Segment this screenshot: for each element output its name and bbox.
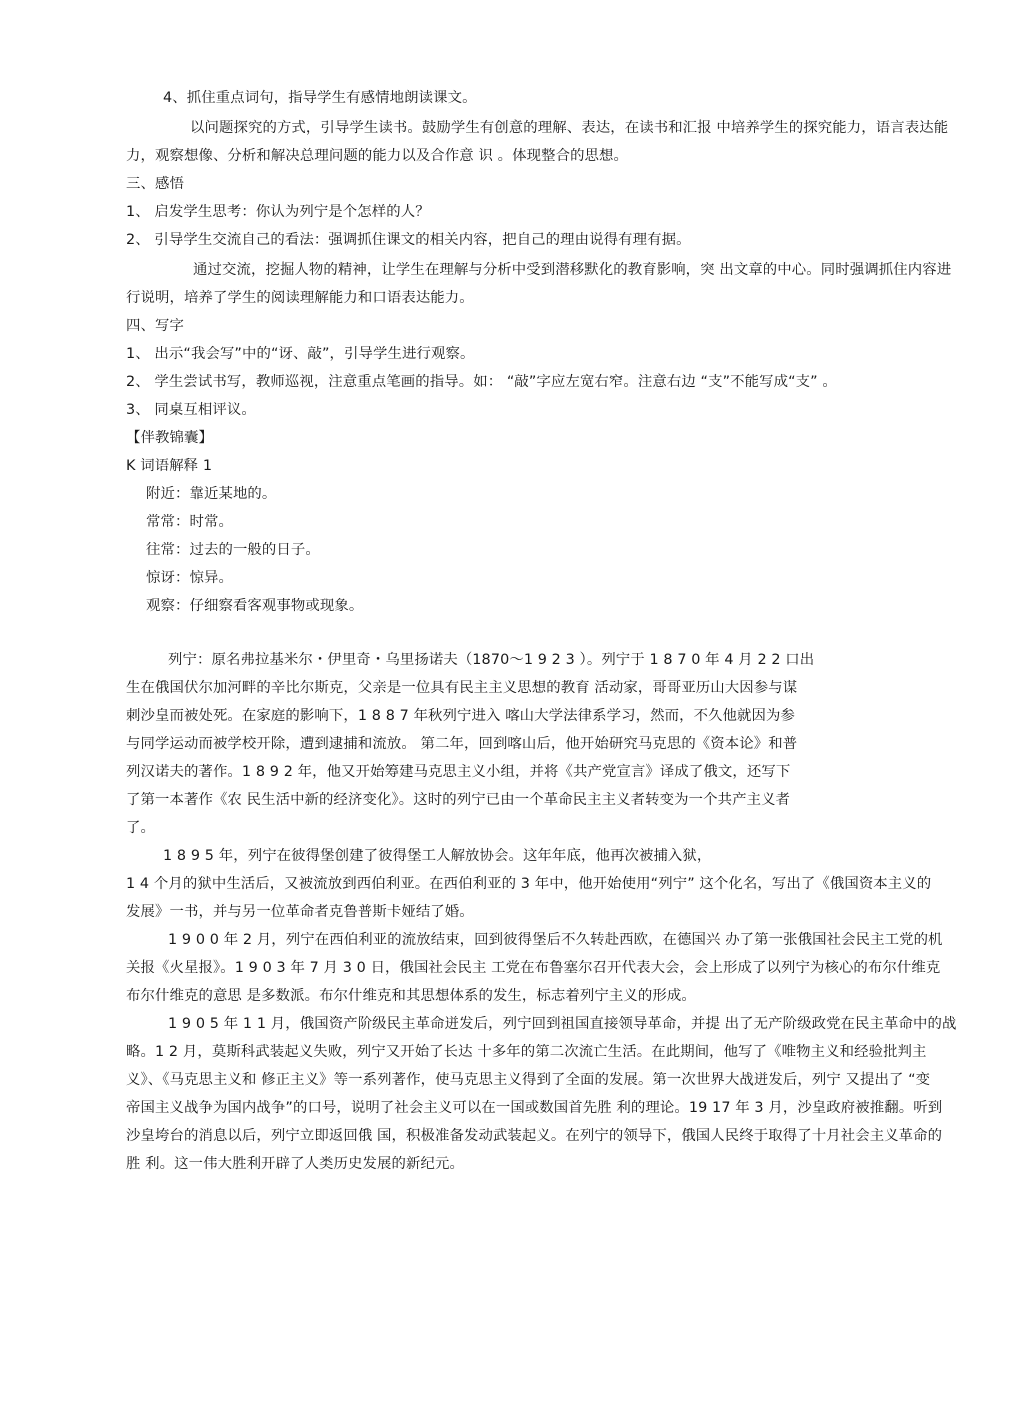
vocab-item: 常常：时常。 — [146, 514, 233, 530]
bio-paragraph-1-line: 列汉诺夫的著作。1 8 9 2 年，他又开始筹建马克思主义小组，并将《共产党宣言》译成了俄文，还写下 — [126, 764, 791, 780]
bio-paragraph-4-line: 胜 利。这一伟大胜利开辟了人类历史发展的新纪元。 — [126, 1156, 464, 1172]
bio-paragraph-4-line: 义》、《马克思主义和 修正主义》等一系列著作，使马克思主义得到了全面的发展。第一次世界大战迸发后，列宁 又提出了 “变 — [126, 1072, 931, 1088]
vocab-item: 往常：过去的一般的日子。 — [146, 542, 320, 558]
list-item: 1、 出示“我会写”中的“讶、敲”，引导学生进行观察。 — [126, 346, 475, 362]
vocab-item: 惊讶：惊异。 — [146, 570, 233, 586]
list-item: 2、 引导学生交流自己的看法：强调抓住课文的相关内容，把自己的理由说得有理有据。 — [126, 232, 691, 248]
bio-paragraph-2-line: 1 4 个月的狱中生活后，又被流放到西伯利亚。在西伯利亚的 3 年中，他开始使用“列宁” 这个化名，写出了《俄国资本主义的 — [126, 876, 932, 892]
bio-paragraph-2-line: 发展》一书，并与另一位革命者克鲁普斯卡娅结了婚。 — [126, 904, 474, 920]
bio-paragraph-3-line: 布尔什维克的意思 是多数派。布尔什维克和其思想体系的发生，标志着列宁主义的形成。 — [126, 988, 696, 1004]
list-item: 3、 同桌互相评议。 — [126, 402, 256, 418]
bio-paragraph-3-line: 关报《火星报》。1 9 0 3 年 7 月 3 0 日，俄国社会民主 工党在布鲁塞尔召开代表大会，会上形成了以列宁为核心的布尔什维克 — [126, 960, 941, 976]
vocab-item: 附近：靠近某地的。 — [146, 486, 277, 502]
bio-paragraph-1-line: 了。 — [126, 820, 155, 836]
bio-paragraph-4-line: 沙皇垮台的消息以后，列宁立即返回俄 国，积极准备发动武装起义。在列宁的领导下，俄国人民终于取得了十月社会主义革命的 — [126, 1128, 943, 1144]
design-note-line-1: 以问题探究的方式，引导学生读书。鼓励学生有创意的理解、表达，在读书和汇报 中培养学生的探究能力，语言表达能 — [190, 120, 949, 136]
vocab-item: 观察：仔细察看客观事物或现象。 — [146, 598, 364, 614]
design-note-line-2: 力，观察想像、分析和解决总理问题的能力以及合作意 识 。体现整合的思想。 — [126, 148, 629, 164]
bio-paragraph-2-line: 1 8 9 5 年，列宁在彼得堡创建了彼得堡工人解放协会。这年年底，他再次被捕入狱， — [163, 848, 712, 864]
design-note-line-2: 行说明，培养了学生的阅读理解能力和口语表达能力。 — [126, 290, 474, 306]
bio-paragraph-4-line: 1 9 0 5 年 1 1 月，俄国资产阶级民主革命迸发后，列宁回到祖国直接领导革命，并提 出了无产阶级政党在民主革命中的战 — [168, 1016, 957, 1032]
resource-heading: 【伴教锦囊】 — [126, 430, 213, 446]
bio-paragraph-1-line: 与同学运动而被学校开除，遭到逮捕和流放。 第二年，回到喀山后，他开始研究马克思的《资本论》和普 — [126, 736, 798, 752]
bio-paragraph-1-line: 生在俄国伏尔加河畔的辛比尔斯克，父亲是一位具有民主主义思想的教育 活动家，哥哥亚历山大因参与谋 — [126, 680, 798, 696]
bio-paragraph-4-line: 略。1 2 月，莫斯科武装起义失败，列宁又开始了长达 十多年的第二次流亡生活。在此期间，他写了《唯物主义和经验批判主 — [126, 1044, 927, 1060]
list-item: 1、 启发学生思考：你认为列宁是个怎样的人？ — [126, 204, 430, 220]
bio-paragraph-1-line: 刺沙皇而被处死。在家庭的影响下，1 8 8 7 年秋列宁进入 喀山大学法律系学习，然而，不久他就因为参 — [126, 708, 796, 724]
step-4-line: 4、抓住重点词句，指导学生有感情地朗读课文。 — [163, 90, 477, 106]
design-note-line-1: 通过交流，挖掘人物的精神，让学生在理解与分析中受到潜移默化的教育影响，突 出文章的中心。同时强调抓住内容进 — [193, 262, 952, 278]
section-heading-3: 三、感悟 — [126, 176, 184, 192]
bio-paragraph-4-line: 帝国主义战争为国内战争”的口号，说明了社会主义可以在一国或数国首先胜 利的理论。19 17 年 3 月，沙皇政府被推翻。听到 — [126, 1100, 943, 1116]
section-heading-4: 四、写字 — [126, 318, 184, 334]
bio-paragraph-1-line: 列宁：原名弗拉基米尔・伊里奇・乌里扬诺夫（1870～1 9 2 3 ）。列宁于 1 8 7 0 年 4 月 2 2 口出 — [168, 652, 815, 668]
vocab-heading: K 词语解释 1 — [126, 458, 213, 474]
list-item: 2、 学生尝试书写，教师巡视，注意重点笔画的指导。如： “敲”字应左宽右窄。注意右边 “支”不能写成“支” 。 — [126, 374, 837, 390]
bio-paragraph-3-line: 1 9 0 0 年 2 月，列宁在西伯利亚的流放结束，回到彼得堡后不久转赴西欧，在德国兴 办了第一张俄国社会民主工党的机 — [168, 932, 943, 948]
bio-paragraph-1-line: 了第一本著作《农 民生活中新的经济变化》。这时的列宁已由一个革命民主主义者转变为一个共产主义者 — [126, 792, 791, 808]
